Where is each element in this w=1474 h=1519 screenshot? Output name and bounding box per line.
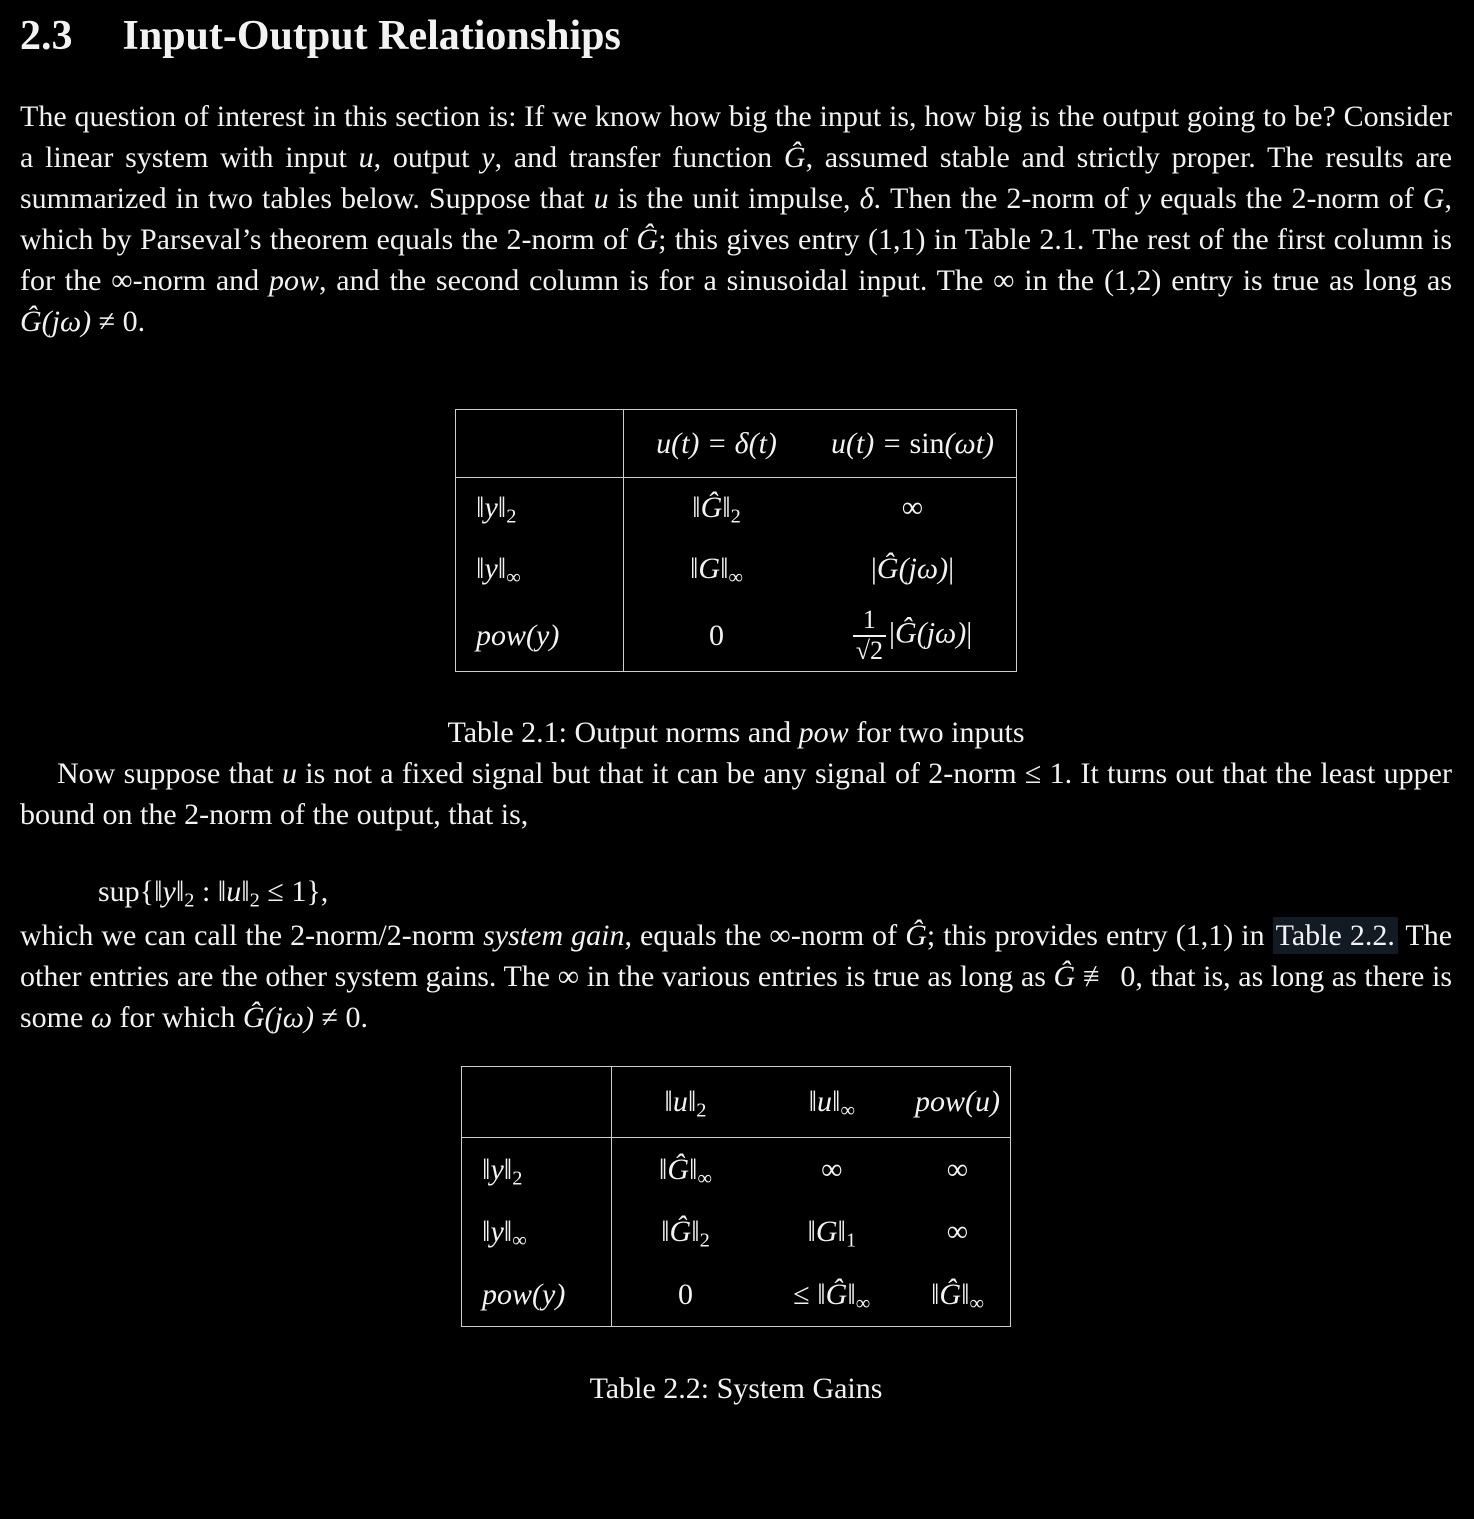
table-header-u2norm	[612, 1067, 759, 1138]
math-var: y	[484, 491, 498, 525]
subscript: ∞	[969, 1292, 985, 1315]
math-var: u	[817, 1085, 833, 1119]
abs-bar: |	[889, 616, 896, 650]
math-var: δ	[859, 182, 874, 216]
norm-bar: ‖	[687, 1085, 697, 1119]
table-corner-cell	[462, 1067, 612, 1138]
fraction	[853, 606, 886, 665]
norm-bar: ‖	[661, 1215, 670, 1249]
subscript: 2	[506, 505, 517, 528]
norm-bar: ‖	[503, 1215, 513, 1249]
table-cell	[624, 538, 810, 600]
table-2-1-header-row	[456, 410, 1017, 478]
table-2-1-caption	[20, 712, 1452, 753]
math-var: u	[358, 141, 374, 175]
subscript: ∞	[697, 1167, 712, 1190]
math-expression: Ĝ(jω)	[895, 616, 967, 650]
table-header-impulse	[624, 410, 810, 478]
table-cell	[612, 1138, 759, 1201]
table-row	[456, 538, 1017, 600]
table-header-sinusoid	[809, 410, 1017, 478]
table-2-2-header-row	[462, 1067, 1011, 1138]
table-cell	[612, 1201, 759, 1264]
text-run: . Then the 2-norm of	[873, 182, 1138, 216]
subscript: ∞	[728, 566, 744, 589]
table-cell	[624, 600, 810, 672]
math-var: u	[672, 1085, 688, 1119]
abs-bar: |	[870, 551, 877, 585]
norm-bar: ‖	[808, 1085, 818, 1119]
table-row	[456, 600, 1017, 672]
math-function: sin	[909, 426, 945, 460]
abs-bar: |	[966, 616, 973, 650]
norm-bar: ‖	[658, 1152, 668, 1186]
math-var: Ĝ	[939, 1278, 962, 1312]
math-text: ≤ ‖	[793, 1278, 826, 1312]
row-label-powy	[462, 1264, 612, 1327]
math-number: 0	[709, 618, 724, 652]
text-run: ; this provides entry (1,1) in	[926, 919, 1273, 953]
math-var: Ĝ	[667, 1152, 690, 1186]
math-var: Ĝ	[700, 491, 723, 525]
text-run: ; this gives entry (1,1) in Table 2.1. The rest of the first column is for the ∞-norm and	[20, 223, 1452, 298]
text-run: , equals the ∞-norm of	[624, 919, 906, 953]
norm-bar: ‖	[482, 1215, 491, 1249]
table-cell	[905, 1201, 1011, 1264]
math-expression: (ωt)	[944, 426, 995, 460]
norm-bar: ‖	[722, 491, 731, 525]
math-text: sup{‖	[98, 875, 163, 909]
subscript: 2	[249, 890, 260, 912]
subscript: ∞	[840, 1100, 856, 1122]
norm-bar: ‖	[720, 551, 729, 585]
table-2-2-link[interactable]: Table 2.2.	[1273, 917, 1398, 954]
math-var: G	[1422, 182, 1445, 216]
math-var: Ĝ	[636, 223, 659, 257]
text-run: , and the second column is for a sinusoidal input. The ∞ in the (1,2) entry is true as long as	[318, 264, 1452, 298]
norm-bar: ‖	[664, 1085, 673, 1119]
norm-bar: ‖	[175, 875, 185, 909]
section-title-text: Input-Output Relationships	[122, 13, 621, 59]
math-expression: Ĝ(jω)	[876, 551, 949, 585]
table-2-2-caption	[20, 1368, 1452, 1409]
table-cell	[809, 600, 1017, 672]
caption-italic: pow	[798, 716, 849, 750]
text-run: ≠ 0.	[91, 305, 146, 339]
display-equation	[98, 869, 1452, 915]
table-cell	[759, 1201, 905, 1264]
text-run: which we can call the 2-norm/2-norm	[20, 919, 484, 953]
table-2-2	[461, 1066, 1011, 1327]
paragraph-2	[20, 753, 1452, 835]
math-expression: pow(y)	[476, 618, 560, 652]
table-cell	[905, 1138, 1011, 1201]
math-var: Ĝ	[783, 141, 806, 175]
math-var: G	[815, 1215, 838, 1249]
subscript: ∞	[855, 1292, 871, 1315]
norm-bar: ‖	[837, 1215, 846, 1249]
norm-bar: ‖	[961, 1278, 970, 1312]
math-var: y	[484, 551, 498, 585]
text-run: is not a fixed signal but that it can be any signal of 2-norm ≤ 1. It turns out that the least upper bound on the 2-norm of the output, that is,	[20, 757, 1452, 832]
caption-text: Table 2.2: System Gains	[589, 1372, 883, 1406]
math-expression: pow(y)	[482, 1278, 566, 1312]
text-run: , and transfer function	[494, 141, 784, 175]
norm-bar: ‖	[476, 551, 485, 585]
math-var: Ĝ	[905, 919, 927, 953]
row-label-y2norm	[456, 478, 624, 538]
norm-bar: ‖	[689, 551, 699, 585]
subscript: 2	[696, 1100, 707, 1122]
text-run: The question of interest in this section is: If we know how big the input is, how big is the output going to be? Consider a linear system with input	[20, 100, 1452, 175]
norm-bar: ‖	[807, 1215, 816, 1249]
subscript: ∞	[512, 1230, 527, 1252]
row-label-y2norm	[462, 1138, 612, 1201]
table-row	[462, 1264, 1011, 1327]
math-var: y	[1137, 182, 1152, 216]
math-text: ≤ 1},	[259, 875, 329, 909]
math-var: y	[481, 141, 495, 175]
row-label-yinfnorm	[456, 538, 624, 600]
norm-bar: ‖	[241, 875, 250, 909]
table-header-powu	[905, 1067, 1011, 1138]
table-2-1-container	[20, 409, 1452, 672]
text-run: , which by Parseval’s theorem equals the 2-norm of	[20, 182, 1452, 257]
text-run: ≢ 0, that is, as long as there is some	[20, 960, 1452, 1035]
table-corner-cell	[456, 410, 624, 478]
norm-bar: ‖	[930, 1278, 940, 1312]
paragraph-1	[20, 96, 1452, 342]
norm-bar: ‖	[497, 491, 507, 525]
subscript: 2	[512, 1167, 523, 1190]
table-header-uinfnorm	[759, 1067, 905, 1138]
norm-bar: ‖	[689, 1152, 698, 1186]
paragraph-3	[20, 915, 1452, 1038]
norm-bar: ‖	[692, 491, 701, 525]
math-expression: pow(u)	[915, 1085, 1000, 1119]
abs-bar: |	[948, 551, 955, 585]
math-number: 0	[677, 1278, 693, 1312]
text-run: The other entries are the other system gains. The ∞ in the various entries is true as long as	[20, 919, 1453, 994]
math-text: : ‖	[194, 875, 227, 909]
caption-text: Table 2.1: Output norms and	[447, 716, 799, 750]
subscript: 2	[184, 890, 195, 912]
table-row	[462, 1201, 1011, 1264]
norm-bar: ‖	[691, 1215, 700, 1249]
table-row	[462, 1138, 1011, 1201]
infinity-symbol: ∞	[901, 491, 924, 525]
norm-bar: ‖	[847, 1278, 856, 1312]
math-expression: Ĝ(jω)	[20, 305, 92, 339]
math-var: u	[281, 757, 297, 791]
math-var: y	[490, 1215, 504, 1249]
infinity-symbol: ∞	[946, 1215, 969, 1249]
text-run: Now suppose that	[57, 757, 282, 791]
section-heading	[20, 12, 1452, 60]
math-var: ω	[90, 1001, 113, 1035]
math-expression: u(t) =	[830, 426, 910, 460]
infinity-symbol: ∞	[821, 1152, 843, 1186]
text-run: is the unit impulse,	[608, 182, 860, 216]
emphasized-term: system gain	[483, 919, 625, 953]
row-label-yinfnorm	[462, 1201, 612, 1264]
text-run: for which	[112, 1001, 243, 1035]
subscript: 1	[845, 1230, 857, 1252]
infinity-symbol: ∞	[946, 1152, 969, 1186]
table-cell	[624, 478, 810, 538]
math-var: y	[162, 875, 176, 909]
caption-text: for two inputs	[848, 716, 1025, 750]
math-var: Ĝ	[669, 1215, 692, 1249]
table-cell	[905, 1264, 1011, 1327]
row-label-powy	[456, 600, 624, 672]
norm-bar: ‖	[497, 551, 507, 585]
table-2-2-container	[20, 1066, 1452, 1327]
math-var: Ĝ	[825, 1278, 848, 1312]
math-var: pow	[268, 264, 319, 298]
norm-bar: ‖	[476, 491, 485, 525]
norm-bar: ‖	[832, 1085, 841, 1119]
section-number: 2.3	[20, 13, 73, 59]
text-run: ≠ 0.	[313, 1001, 368, 1035]
math-var: y	[490, 1152, 504, 1186]
subscript: ∞	[506, 566, 521, 589]
subscript: 2	[730, 505, 741, 528]
text-run: , output	[373, 141, 482, 175]
math-var: Ĝ	[1053, 960, 1076, 994]
math-expression: Ĝ(jω)	[242, 1001, 314, 1035]
fraction-denominator: √2	[853, 635, 886, 666]
norm-bar: ‖	[482, 1152, 491, 1186]
table-cell	[759, 1138, 905, 1201]
table-cell	[809, 478, 1017, 538]
math-expression: u(t) = δ(t)	[656, 426, 777, 460]
table-cell	[809, 538, 1017, 600]
fraction-numerator: 1	[862, 604, 876, 634]
text-run: equals the 2-norm of	[1151, 182, 1423, 216]
subscript: 2	[699, 1230, 710, 1252]
text-run: , assumed stable and strictly proper. The results are summarized in two tables below. Suppose that	[20, 141, 1453, 216]
table-2-1	[455, 409, 1017, 672]
norm-bar: ‖	[503, 1152, 513, 1186]
math-var: u	[226, 875, 242, 909]
math-var: G	[698, 551, 721, 585]
table-cell	[612, 1264, 759, 1327]
table-row	[456, 478, 1017, 538]
table-cell	[759, 1264, 905, 1327]
math-var: u	[593, 182, 609, 216]
